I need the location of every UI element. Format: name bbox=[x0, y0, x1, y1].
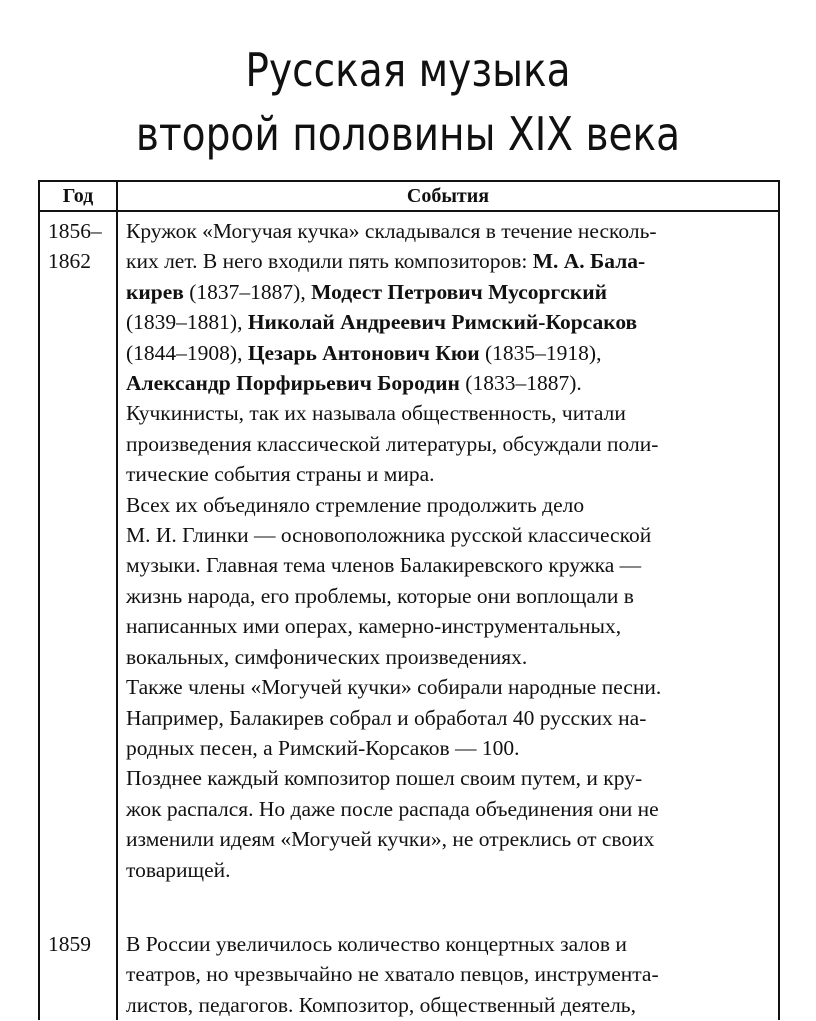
paragraph-dissolution bbox=[126, 763, 772, 885]
text-line: тические события страны и мира. bbox=[126, 462, 435, 487]
text-fragment: Кружок «Могучая кучка» складывался в течение несколь- bbox=[126, 219, 657, 243]
text-line: Всех их объединяло стремление продолжить дело bbox=[126, 492, 585, 517]
text-line: изменили идеям «Могучей кучки», не отреклись от своих bbox=[126, 827, 655, 852]
text-line: М. И. Глинки — основоположника русской классической bbox=[126, 523, 652, 548]
composer-name: Александр Порфирьевич Бородин bbox=[126, 371, 460, 396]
text-line: написанных ими операх, камерно-инструментальных, bbox=[126, 614, 622, 639]
text-line: театров, но чрезвычайно не хватало певцов, инструмента- bbox=[126, 962, 659, 987]
table-row-1856 bbox=[39, 211, 779, 885]
composer-name: Модест Петрович Мусоргский bbox=[311, 279, 607, 304]
header-year: Год bbox=[39, 181, 117, 211]
text-line: В России увеличилось количество концертных залов и bbox=[126, 931, 627, 956]
text-fragment: (1837–1887), bbox=[183, 279, 312, 304]
header-events: События bbox=[117, 181, 779, 211]
events-cell bbox=[117, 925, 779, 1020]
composer-name: Цезарь Антонович Кюи bbox=[247, 340, 480, 365]
events-table bbox=[38, 180, 780, 1020]
text-line: товарищей. bbox=[126, 857, 231, 882]
text-fragment: (1833–1887). bbox=[459, 371, 582, 396]
text-line: произведения классической литературы, обсуждали поли- bbox=[126, 431, 659, 456]
paragraph-kuchkists bbox=[126, 398, 772, 489]
page-title-line-1: Русская музыка bbox=[245, 43, 571, 97]
text-line: листов, педагогов. Композитор, общественный деятель, bbox=[126, 992, 636, 1017]
paragraph-composers bbox=[126, 216, 772, 398]
text-line: родных песен, а Римский-Корсаков — 100. bbox=[126, 735, 520, 760]
paragraph-folk-songs bbox=[126, 672, 772, 763]
text-fragment: (1839–1881), bbox=[126, 310, 248, 335]
year-line-1: 1856– bbox=[48, 219, 102, 243]
events-cell bbox=[117, 211, 779, 885]
table-spacer-row bbox=[39, 885, 779, 925]
text-fragment: (1844–1908), bbox=[126, 340, 248, 365]
table-row-1859 bbox=[39, 925, 779, 1020]
text-fragment: ких лет. В него входили пять композиторов: bbox=[126, 249, 533, 274]
text-line: жок распался. Но даже после распада объединения они не bbox=[126, 796, 659, 821]
text-line: Кучкинисты, так их называла общественность, читали bbox=[126, 401, 626, 426]
composer-name: Николай Андреевич Римский-Корсаков bbox=[247, 310, 638, 335]
year-line-2: 1862 bbox=[48, 249, 91, 274]
text-line: музыки. Главная тема членов Балакиревского кружка — bbox=[126, 553, 642, 578]
text-line: Позднее каждый композитор пошел своим путем, и кру- bbox=[126, 766, 643, 791]
year-cell: 1859 bbox=[39, 925, 117, 1020]
page-title-line-2: второй половины XIX века bbox=[135, 107, 681, 161]
text-line: Также члены «Могучей кучки» собирали народные песни. bbox=[126, 675, 662, 700]
composer-name: М. А. Бала- bbox=[532, 249, 646, 274]
text-line: жизнь народа, его проблемы, которые они воплощали в bbox=[126, 583, 634, 608]
composer-name: кирев bbox=[126, 279, 184, 304]
text-fragment: (1835–1918), bbox=[479, 340, 602, 365]
table-header-row bbox=[39, 181, 779, 211]
year-cell bbox=[39, 211, 117, 885]
text-line: Например, Балакирев собрал и обработал 40 русских на- bbox=[126, 705, 647, 730]
paragraph-glinka bbox=[126, 490, 772, 672]
text-line: вокальных, симфонических произведениях. bbox=[126, 644, 528, 669]
